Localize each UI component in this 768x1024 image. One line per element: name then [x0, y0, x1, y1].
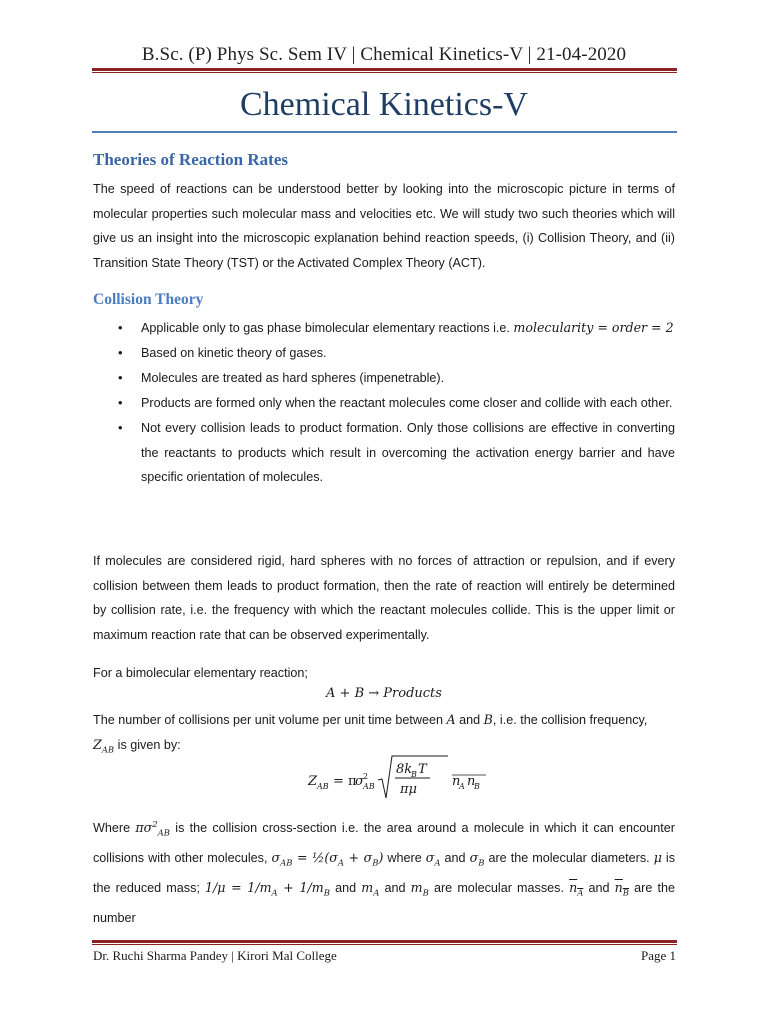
- running-header: B.Sc. (P) Phys Sc. Sem IV | Chemical Kinetics-V | 21-04-2020: [141, 44, 627, 65]
- svg-text:B: B: [411, 770, 417, 779]
- svg-text:8k: 8k: [396, 762, 413, 777]
- svg-text:AB: AB: [317, 782, 329, 791]
- svg-text:T: T: [418, 762, 427, 777]
- list-item: • Products are formed only when the reactant molecules come closer and collide with each other.: [93, 391, 675, 416]
- paragraph-rigid-spheres: If molecules are considered rigid, hard spheres with no forces of attraction or repulsion, and if every collision between them leads to product formation, then the rate of reaction will entirely be determined by collision rate, i.e. the frequency with which the reactant molecules collide. This is the upper limit or maximum reaction rate that can be observed experimentally.: [93, 554, 675, 642]
- svg-text:AB: AB: [363, 782, 375, 791]
- svg-text:Z: Z: [308, 774, 318, 789]
- header-rule-thin: [92, 72, 677, 73]
- list-item: • Molecules are treated as hard spheres (impenetrable).: [93, 366, 675, 391]
- svg-text:σ: σ: [355, 774, 364, 789]
- paragraph-intro: The speed of reactions can be understood better by looking into the microscopic picture in terms of molecular properties such molecular mass and velocities etc. We will study two such theories which will give us an insight into the microscopic explanation behind reaction speeds, (i) Collision Theory, and (ii) Transition State Theory (TST) or the Activated Complex Theory (ACT).: [93, 182, 675, 270]
- paragraph-collision-frequency: The number of collisions per unit volume per unit time between A and B, i.e. the collision frequency, $Z_{AB}$ is given by:: [93, 712, 648, 756]
- footer-page-number: Page 1: [640, 948, 676, 963]
- footer-rule-thin: [92, 944, 677, 945]
- paragraph-cross-section: Where $\pi\sigma^2_{AB}$ is the collision cross-section i.e. the area around a molecule in which it can encounter collisions with other molecules, $\sigma_{AB}$ = $\frac{1}{2}(\sigma_A + \sigma_B)$ where $\sigma_A$ and $\sigma_B$ are the molecular diameters. μ is the reduced mass; $1/\mu = 1/m_A + 1/m_B$ and $m_A$ and $m_B$ are molecular masses. $n_A$ and $n_B$ are the number: [93, 820, 676, 926]
- svg-text:πμ: πμ: [400, 782, 417, 797]
- svg-text:B: B: [474, 782, 480, 791]
- header-rule-thick: [92, 68, 677, 71]
- list-item: • Not every collision leads to product formation. Only those collisions are effective in converting the reactants to products which result in overcoming the activation energy barrier and have specific orientation of molecules.: [93, 416, 675, 490]
- svg-text:A: A: [459, 782, 465, 791]
- svg-text:= π: = π: [333, 774, 357, 789]
- svg-text:2: 2: [363, 772, 369, 781]
- page-title: Chemical Kinetics-V: [240, 86, 528, 123]
- footer-rule-thick: [92, 940, 677, 943]
- svg-text:n: n: [452, 774, 461, 789]
- paragraph-bimolecular: For a bimolecular elementary reaction;: [93, 666, 308, 680]
- title-underline: [92, 131, 677, 133]
- section-heading-theories: Theories of Reaction Rates: [93, 150, 288, 169]
- reaction-equation: A + B → Products: [326, 686, 442, 701]
- section-heading-collision: Collision Theory: [93, 291, 204, 308]
- list-item: • Applicable only to gas phase bimolecular elementary reactions i.e. molecularity = order = 2: [93, 316, 675, 341]
- collision-frequency-equation: [300, 752, 500, 804]
- list-item: • Based on kinetic theory of gases.: [93, 341, 675, 366]
- collision-theory-bullets: [93, 316, 675, 490]
- footer-author: Dr. Ruchi Sharma Pandey | Kirori Mal College: [93, 948, 337, 963]
- svg-text:n: n: [467, 774, 476, 789]
